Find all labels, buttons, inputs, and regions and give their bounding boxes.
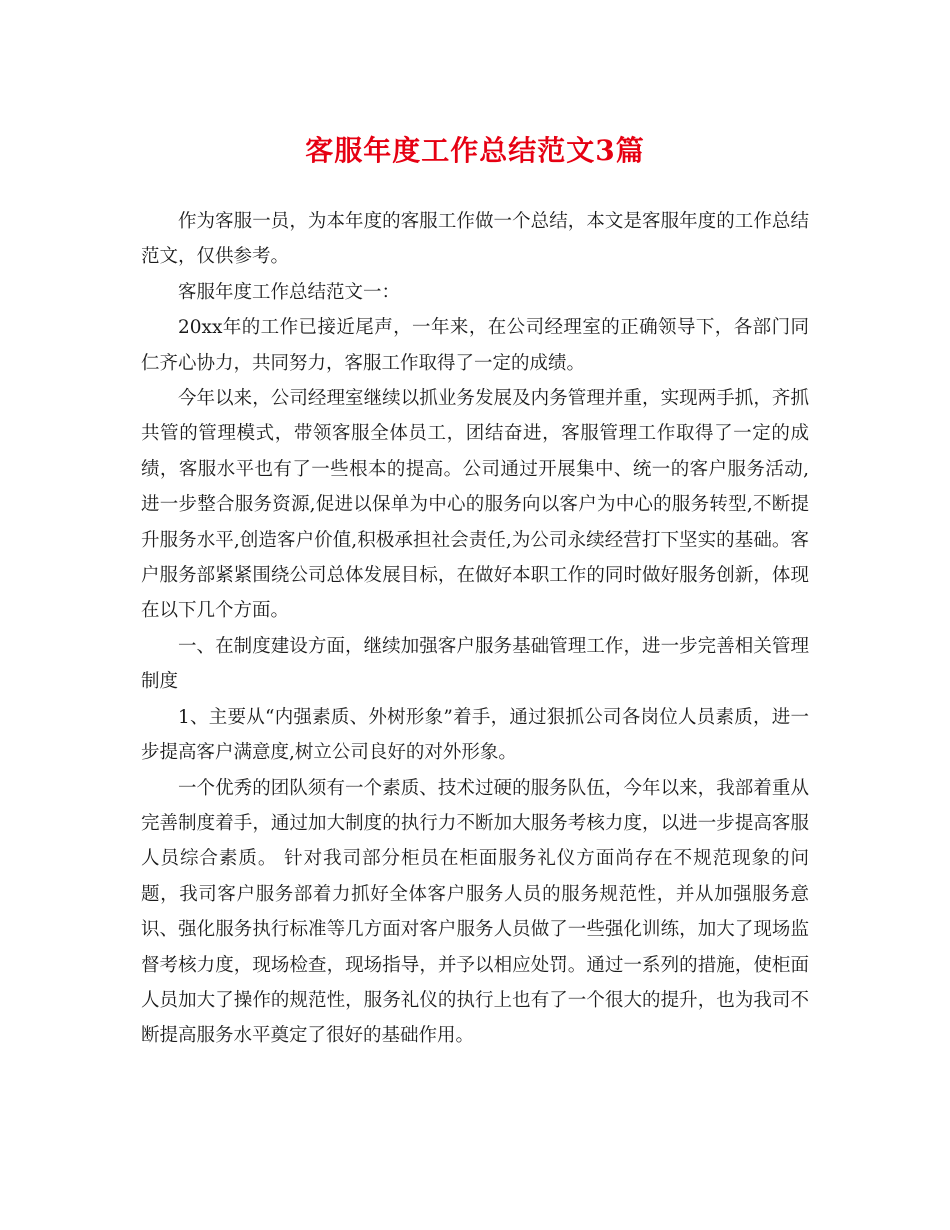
paragraph-overview: 今年以来，公司经理室继续以抓业务发展及内务管理并重，实现两手抓，齐抓共管的管理模式，带领客服全体员工，团结奋进，客服管理工作取得了一定的成绩，客服水平也有了一些根本的提高。公司通过开展集中、统一的客户服务活动,进一步整合服务资源,促进以保单为中心的服务向以客户为中心的服务转型,不断提升服务水平,创造客户价值,积极承担社会责任,为公司永续经营打下坚实的基础。客户服务部紧紧围绕公司总体发展目标，在做好本职工作的同时做好服务创新，体现在以下几个方面。 bbox=[141, 388, 809, 622]
document-title: 客服年度工作总结范文3篇 bbox=[305, 134, 645, 167]
document-body bbox=[141, 204, 809, 1054]
paragraph-subpoint-one: 1、主要从“内强素质、外树形象”着手，通过狠抓公司各岗位人员素质，进一步提高客户满意度,树立公司良好的对外形象。 bbox=[141, 706, 809, 764]
paragraph-opening: 20xx年的工作已接近尾声，一年来，在公司经理室的正确领导下，各部门同仁齐心协力，共同努力，客服工作取得了一定的成绩。 bbox=[141, 317, 809, 374]
paragraph-point-one: 一、在制度建设方面，继续加强客户服务基础管理工作，进一步完善相关管理制度 bbox=[141, 635, 809, 693]
paragraph-team-quality: 一个优秀的团队须有一个素质、技术过硬的服务队伍，今年以来，我部着重从完善制度着手，通过加大制度的执行力不断加大服务考核力度，以进一步提高客服人员综合素质。 针对我司部分柜员在柜面服务礼仪方面尚存在不规范现象的问题，我司客户服务部着力抓好全体客户服务人员的服务规范性，并从加强服务意识、强化服务执行标准等几方面对客户服务人员做了一些强化训练，加大了现场监督考核力度，现场检查，现场指导，并予以相应处罚。通过一系列的措施，使柜面人员加大了操作的规范性，服务礼仪的执行上也有了一个很大的提升，也为我司不断提高服务水平奠定了很好的基础作用。 bbox=[141, 777, 809, 1047]
paragraph-intro: 作为客服一员，为本年度的客服工作做一个总结，本文是客服年度的工作总结范文，仅供参考。 bbox=[141, 211, 809, 268]
paragraph-section-heading: 客服年度工作总结范文一： bbox=[178, 281, 401, 303]
